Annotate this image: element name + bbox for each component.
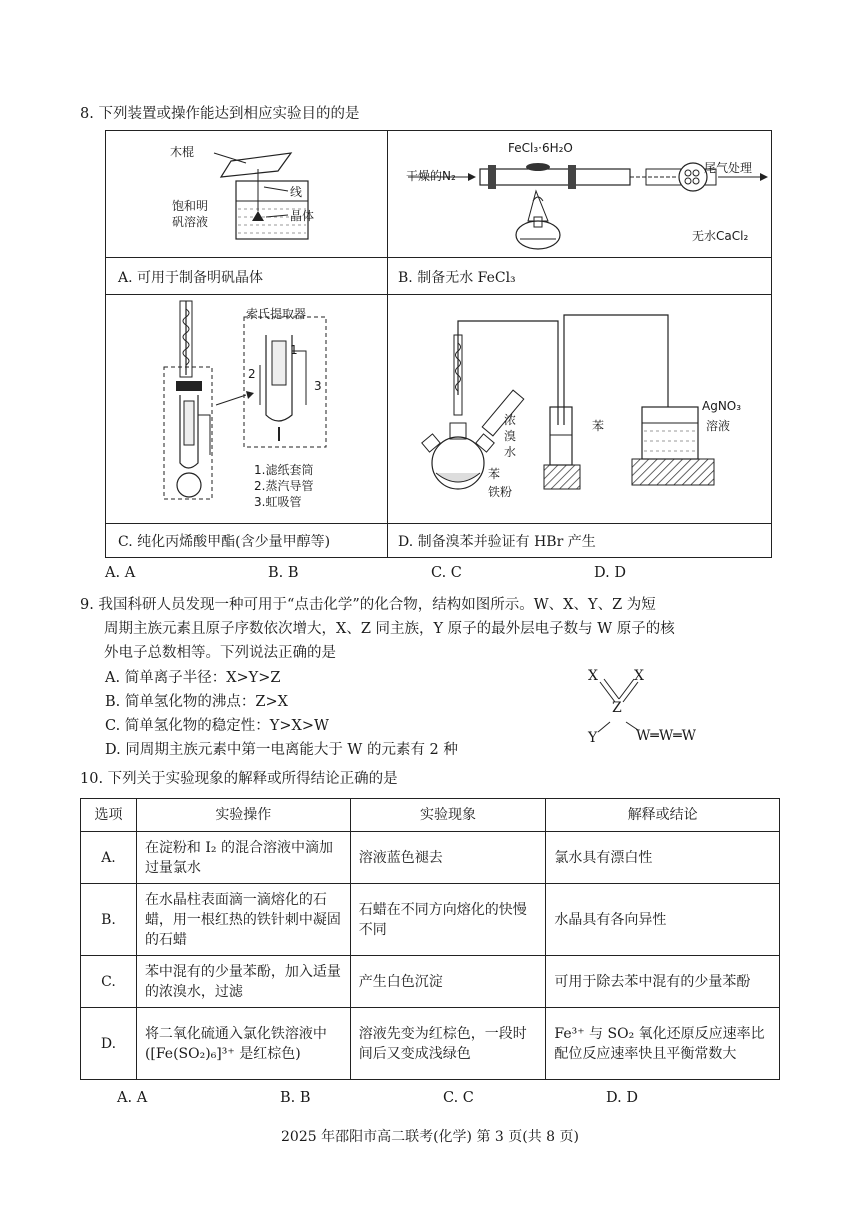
label-bromine: 溴 (504, 429, 517, 443)
label-exhaust: 尾气处理 (704, 161, 753, 175)
label-agno3: AgNO₃ (702, 399, 742, 413)
label-1: 1 (290, 343, 298, 357)
legend-filter-sleeve: 1.滤纸套筒 (254, 463, 314, 477)
table-row: B. 在水晶柱表面滴一滴熔化的石蜡，用一根红热的铁针刺中凝固的石蜡 石蜡在不同方向熔化的快慢不同 水晶具有各向异性 (81, 884, 780, 956)
q8-caption-d: D. 制备溴苯并验证有 HBr 产生 (398, 534, 596, 550)
label-benzene: 苯 (488, 467, 501, 481)
label-3: 3 (314, 379, 322, 393)
option-b[interactable]: B. B (280, 1090, 311, 1106)
label-2: 2 (248, 367, 256, 381)
grid-divider (106, 257, 771, 258)
q8-caption-c: C. 纯化丙烯酸甲酯(含少量甲醇等) (118, 534, 331, 550)
option-a[interactable]: A. A (105, 565, 136, 581)
q8-stem: 8. 下列装置或操作能达到相应实验目的的是 (80, 106, 360, 122)
atom-w-chain: W═W═W (636, 728, 697, 744)
legend-vapor-tube: 2.蒸汽导管 (254, 479, 314, 493)
q8-apparatus-grid (105, 130, 772, 558)
q9-stem: 9. 我国科研人员发现一种可用于“点击化学”的化合物，结构如图所示。W、X、Y、Z 为短 周期主族元素且原子序数依次增大，X、Z 同主族，Y 原子的最外层电子数与 W 原子的核 外电子总数相等。下列说法正确的是 (80, 597, 675, 661)
label-bromine: 浓 (504, 413, 517, 427)
header-option: 选项 (81, 799, 137, 832)
page-footer: 2025 年邵阳市高二联考(化学) 第 3 页(共 8 页) (281, 1129, 579, 1145)
label-bromine: 水 (504, 445, 517, 459)
alum-crystal-apparatus (106, 131, 387, 257)
label-dry-n2: 干燥的N₂ (406, 169, 456, 183)
option-c[interactable]: C. 简单氢化物的稳定性：Y>X>W (105, 718, 329, 734)
soxhlet-extractor-apparatus (106, 295, 387, 523)
option-d[interactable]: D. D (594, 565, 626, 581)
legend-siphon: 3.虹吸管 (254, 495, 302, 509)
option-b[interactable]: B. 简单氢化物的沸点：Z>X (105, 694, 288, 710)
label-stick: 木棍 (170, 145, 195, 159)
q8-options (105, 565, 757, 581)
table-row: C. 苯中混有的少量苯酚，加入适量的浓溴水，过滤 产生白色沉淀 可用于除去苯中混有的少量苯酚 (81, 956, 780, 1008)
atom-x: X (634, 668, 644, 684)
option-a[interactable]: A. 简单离子半径：X>Y>Z (105, 670, 281, 686)
q10-options (117, 1090, 769, 1106)
option-b[interactable]: B. B (268, 565, 299, 581)
option-c[interactable]: C. C (443, 1090, 474, 1106)
q9-options (105, 666, 458, 762)
label-solution: 溶液 (706, 419, 731, 433)
label-crystal: 晶体 (290, 209, 315, 223)
header-operation: 实验操作 (136, 799, 350, 832)
q8-caption-a: A. 可用于制备明矾晶体 (118, 270, 264, 286)
option-d[interactable]: D. 同周期主族元素中第一电离能大于 W 的元素有 2 种 (105, 742, 458, 758)
atom-z: Z (612, 700, 622, 716)
atom-y: Y (588, 730, 598, 746)
label-soxhlet: 索氏提取器 (246, 307, 307, 321)
atom-x: X (588, 668, 598, 684)
option-c[interactable]: C. C (431, 565, 462, 581)
label-iron-powder: 铁粉 (488, 485, 513, 499)
label-solution: 矾溶液 (172, 215, 209, 229)
header-phenomenon: 实验现象 (350, 799, 546, 832)
label-fecl3-hydrate: FeCl₃·6H₂O (508, 141, 573, 155)
grid-divider (106, 523, 771, 524)
q10-stem: 10. 下列关于实验现象的解释或所得结论正确的是 (80, 771, 398, 787)
option-a[interactable]: A. A (117, 1090, 148, 1106)
label-solution: 饱和明 (172, 199, 209, 213)
option-d[interactable]: D. D (606, 1090, 638, 1106)
header-conclusion: 解释或结论 (546, 799, 780, 832)
table-row: A. 在淀粉和 I₂ 的混合溶液中滴加过量氯水 溶液蓝色褪去 氯水具有漂白性 (81, 832, 780, 884)
q8-caption-b: B. 制备无水 FeCl₃ (398, 270, 516, 286)
label-cacl2: 无水CaCl₂ (692, 229, 749, 243)
table-row: D. 将二氧化硫通入氯化铁溶液中([Fe(SO₂)₆]³⁺ 是红棕色) 溶液先变为红棕色，一段时间后又变成浅绿色 Fe³⁺ 与 SO₂ 氧化还原反应速率比配位反应速率快且平衡常数大 (81, 1008, 780, 1080)
label-benzene-tube: 苯 (592, 419, 605, 433)
q10-table (80, 798, 780, 1080)
label-thread: 线 (290, 185, 303, 199)
